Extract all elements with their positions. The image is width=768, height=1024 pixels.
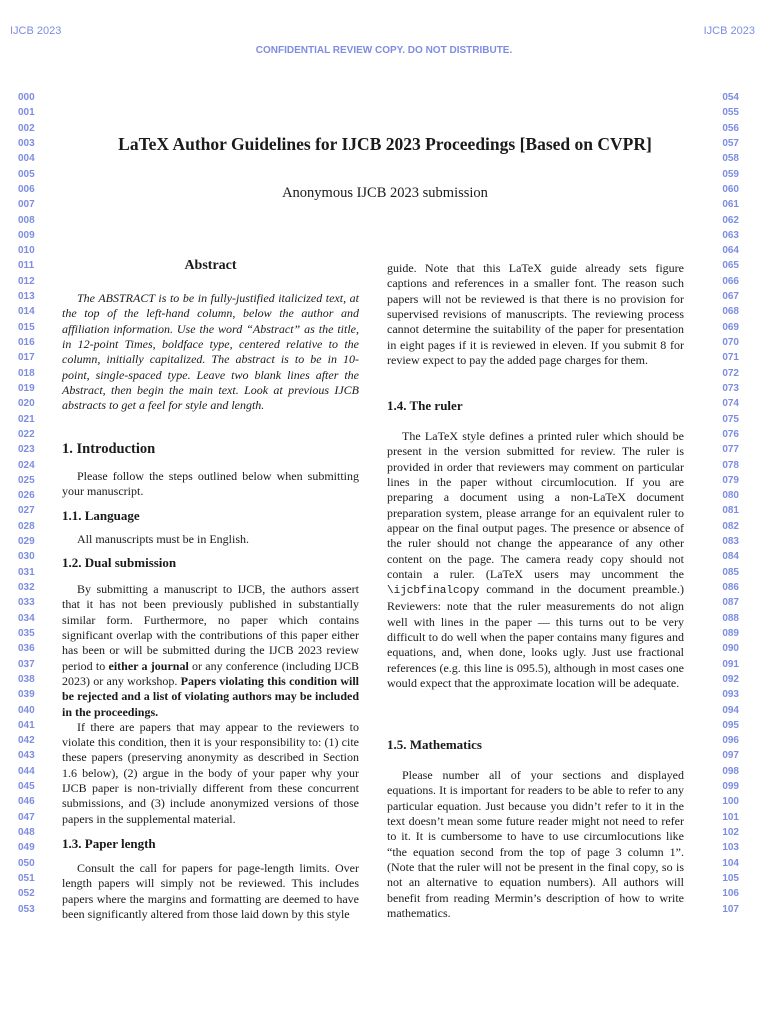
ruler-line-number: 036 (18, 643, 35, 655)
dual-p1-text-b: or any conference (including IJCB 2023) or any workshop. (62, 658, 359, 688)
ruler-line-number: 001 (18, 107, 35, 119)
ruler-line-number: 092 (722, 673, 739, 685)
ruler-line-number: 068 (722, 306, 739, 318)
ruler-line-number: 038 (18, 673, 35, 685)
ruler-line-number: 091 (722, 658, 739, 670)
ruler-line-number: 098 (722, 765, 739, 777)
ruler-line-number: 086 (722, 582, 739, 593)
dual-submission-para-1 (62, 582, 359, 720)
confidential-notice: CONFIDENTIAL REVIEW COPY. DO NOT DISTRIBUTE. (255, 45, 513, 56)
ruler-line-number: 015 (18, 321, 35, 333)
ruler-line-number: 048 (18, 827, 35, 838)
ruler-line-number: 028 (18, 520, 35, 532)
ruler-line-number: 037 (18, 658, 35, 670)
ruler-line-number: 065 (722, 260, 739, 272)
ruler-line-number: 034 (18, 612, 35, 624)
ruler-line-number: 050 (18, 857, 35, 869)
ruler-line-number: 018 (18, 367, 35, 379)
abstract-heading: Abstract (184, 258, 237, 273)
ruler-line-number: 044 (18, 765, 35, 777)
ruler-line-number: 039 (18, 689, 35, 701)
ruler-line-number: 003 (18, 137, 35, 149)
section-introduction-heading: 1. Introduction (62, 441, 156, 457)
ruler-line-number: 087 (722, 597, 739, 609)
ruler-line-number: 029 (18, 536, 35, 548)
ruler-line-number: 017 (18, 352, 35, 364)
introduction-body (62, 469, 359, 500)
ruler-line-number: 010 (18, 245, 35, 257)
ruler-line-number: 026 (18, 490, 35, 502)
ruler-line-number: 067 (722, 291, 739, 303)
ruler-line-number: 045 (18, 781, 35, 793)
ruler-text-b: command in the document preamble.) Reviewers: note that the ruler measurements do not align well with lines in the paper — this turns out to be very difficult to do well when the paper contains many figures and equations, and, when done, looks ugly. Just use fractional references (e.g. this line is 095.5), although in most cases one would expect that the approximate location will be adequate. (387, 582, 684, 690)
introduction-text: Please follow the steps outlined below when submitting your manuscript. (62, 469, 359, 499)
ruler-body (387, 429, 684, 691)
ruler-line-number: 101 (722, 811, 739, 823)
ruler-line-number: 093 (722, 689, 739, 701)
ruler-line-number: 073 (722, 382, 739, 394)
ruler-line-number: 058 (722, 153, 739, 165)
ruler-line-number: 042 (18, 735, 35, 747)
ruler-line-number: 084 (722, 551, 739, 563)
ruler-line-number: 047 (18, 811, 35, 823)
language-text: All manuscripts must be in English. (77, 532, 249, 546)
ruler-line-number: 064 (722, 245, 739, 257)
ruler-line-number: 103 (722, 842, 739, 854)
ruler-line-number: 052 (18, 888, 35, 900)
ruler-line-number: 054 (722, 92, 739, 103)
ruler-line-number: 078 (722, 459, 739, 471)
ruler-line-number: 043 (18, 750, 35, 762)
ruler-line-number: 072 (722, 367, 739, 379)
ruler-line-number: 030 (18, 551, 35, 563)
mathematics-body (387, 768, 684, 921)
ruler-line-number: 077 (722, 444, 739, 456)
ruler-line-number: 083 (722, 536, 739, 548)
ruler-line-number: 057 (722, 137, 739, 149)
ruler-line-number: 011 (18, 260, 35, 272)
ruler-line-number: 102 (722, 827, 739, 838)
ruler-line-number: 033 (18, 597, 35, 609)
abstract-text: The ABSTRACT is to be in fully-justified italicized text, at the top of the left-hand column, below the author and affiliation information. Use the word “Abstract” as the title, in 12-point Times, boldface type, centered relative to the column, initially capitalized. The abstract is to be in 10-point, single-spaced type. Leave two blank lines after the Abstract, then begin the main text. Look at previous IJCB abstracts to get a feel for style and length. (62, 291, 359, 413)
ruler-line-number: 055 (722, 107, 739, 119)
ruler-line-number: 079 (722, 474, 739, 486)
ruler-line-number: 005 (18, 168, 35, 180)
ruler-line-number: 031 (18, 566, 35, 578)
ruler-line-number: 016 (18, 337, 35, 348)
ruler-line-number: 000 (18, 92, 35, 103)
ruler-line-number: 002 (18, 122, 35, 134)
abstract-body (62, 291, 359, 414)
section-dual-submission-heading: 1.2. Dual submission (62, 555, 177, 570)
section-mathematics-heading: 1.5. Mathematics (387, 737, 482, 752)
ruler-line-number: 062 (722, 214, 739, 226)
ruler-line-number: 040 (18, 704, 35, 716)
ruler-line-number: 100 (722, 796, 739, 808)
ruler-line-number: 008 (18, 214, 35, 226)
dual-p1-bold-a: either a journal (108, 658, 189, 673)
ruler-line-number: 020 (18, 398, 35, 410)
ruler-line-number: 009 (18, 229, 35, 241)
dual-p1-bold-b: Papers violating this condition will be rejected and a list of violating authors may be included in the proceedings. (62, 673, 359, 719)
ruler-line-number: 032 (18, 582, 35, 593)
ruler-line-number: 096 (722, 735, 739, 747)
dual-p1-text-a: By submitting a manuscript to IJCB, the authors assert that it has not been previously published in substantially similar form. Furthermore, no paper which contains significant overlap with the contributions of this paper either has been or will be submitted during the IJCB 2023 review period to (62, 582, 359, 673)
ruler-line-number: 060 (722, 183, 739, 195)
author-line: Anonymous IJCB 2023 submission (282, 185, 488, 201)
section-ruler-heading: 1.4. The ruler (387, 398, 463, 413)
ruler-line-number: 051 (18, 872, 35, 884)
ruler-line-number: 066 (722, 275, 739, 287)
ruler-line-number: 104 (722, 857, 739, 869)
ruler-line-number: 049 (18, 842, 35, 854)
ruler-line-number: 080 (722, 490, 739, 502)
paper-length-text: Consult the call for papers for page-length limits. Over length papers will simply not be reviewed. This includes papers where the margins and formatting are deemed to have been significantly altered from those laid down by this style (62, 861, 359, 921)
ruler-text-a: The LaTeX style defines a printed ruler which should be present in the version submitted for review. The ruler is provided in order that reviewers may comment on particular lines in the paper without circumlocution. If you are preparing a document using a non-LaTeX document preparation system, please arrange for an equivalent ruler to appear on the final output pages. The presence or absence of the ruler should not change the appearance of any other content on the page. The camera ready copy should not contain a ruler. (LaTeX users may uncomment the (387, 429, 684, 581)
ruler-line-number: 035 (18, 627, 35, 639)
ruler-line-number: 006 (18, 183, 35, 195)
ruler-line-number: 085 (722, 566, 739, 578)
ruler-line-number: 019 (18, 382, 35, 394)
language-body (62, 532, 359, 547)
ruler-line-number: 053 (18, 903, 35, 915)
ruler-line-number: 013 (18, 291, 35, 303)
ruler-line-number: 024 (18, 459, 35, 471)
ruler-line-number: 061 (722, 199, 739, 211)
paper-length-body (62, 861, 359, 922)
ruler-line-number: 041 (18, 719, 35, 731)
ruler-line-number: 021 (18, 413, 35, 425)
ruler-line-number: 081 (722, 505, 739, 517)
ruler-line-number: 082 (722, 520, 739, 532)
paper-length-continued-text: guide. Note that this LaTeX guide already sets figure captions and references in a smaller font. The reason such papers will not be reviewed is that there is no provision for supervised revisions of manuscripts. The reviewing process cannot determine the suitability of the paper for presentation in eight pages if it is reviewed in eleven. If you submit 8 for review expect to pay the added page charges for them. (387, 261, 684, 367)
ruler-line-number: 095 (722, 719, 739, 731)
ruler-line-number: 089 (722, 627, 739, 639)
ruler-line-number: 097 (722, 750, 739, 762)
ruler-line-number: 076 (722, 428, 739, 440)
ruler-line-number: 056 (722, 122, 739, 134)
ruler-line-number: 022 (18, 428, 35, 440)
ruler-line-number: 088 (722, 612, 739, 624)
ruler-line-number: 063 (722, 229, 739, 241)
ruler-line-number: 099 (722, 781, 739, 793)
ruler-line-number: 094 (722, 704, 739, 716)
ruler-line-number: 107 (722, 903, 739, 915)
section-paper-length-heading: 1.3. Paper length (62, 836, 156, 851)
dual-submission-body (62, 582, 359, 827)
paper-title: LaTeX Author Guidelines for IJCB 2023 Proceedings [Based on CVPR] (118, 134, 652, 154)
ruler-text (387, 429, 684, 691)
ruler-code-command: \ijcbfinalcopy (387, 585, 480, 598)
ruler-line-number: 090 (722, 643, 739, 655)
ruler-line-number: 023 (18, 444, 35, 456)
ruler-line-number: 059 (722, 168, 739, 180)
ruler-line-number: 007 (18, 199, 35, 211)
ruler-line-number: 012 (18, 275, 35, 287)
mathematics-text: Please number all of your sections and displayed equations. It is important for readers to be able to refer to any particular equation. Just because you didn’t refer to it in the text doesn’t mean some future reader might not need to refer to it. It is cumbersome to have to use circumlocutions like “the equation second from the top of page 3 column 1”. (Note that the ruler will not be present in the final copy, so is not an alternative to equation numbers). All authors will benefit from reading Mermin’s description of how to write mathematics. (387, 768, 684, 920)
ruler-line-number: 069 (722, 321, 739, 333)
paper-length-continued (387, 261, 684, 368)
section-language-heading: 1.1. Language (62, 508, 140, 523)
ruler-line-number: 027 (18, 505, 35, 517)
line-ruler-right (722, 90, 739, 917)
ruler-line-number: 074 (722, 398, 739, 410)
running-header-right: IJCB 2023 (703, 25, 755, 37)
ruler-line-number: 105 (722, 872, 739, 884)
running-header-left: IJCB 2023 (10, 25, 62, 37)
ruler-line-number: 046 (18, 796, 35, 808)
ruler-line-number: 004 (18, 153, 35, 165)
ruler-line-number: 075 (722, 413, 739, 425)
ruler-line-number: 106 (722, 888, 739, 900)
line-ruler-left (18, 90, 35, 917)
ruler-line-number: 070 (722, 337, 739, 348)
dual-submission-para-2: If there are papers that may appear to the reviewers to violate this condition, then it is your responsibility to: (1) cite these papers (preserving anonymity as described in Section 1.6 below), (2) argue in the body of your paper why your IJCB paper is non-trivially different from these concurrent submissions, and (3) include anonymized versions of those papers in the supplemental material. (62, 719, 359, 826)
ruler-line-number: 025 (18, 474, 35, 486)
ruler-line-number: 014 (18, 306, 35, 318)
ruler-line-number: 071 (722, 352, 739, 364)
